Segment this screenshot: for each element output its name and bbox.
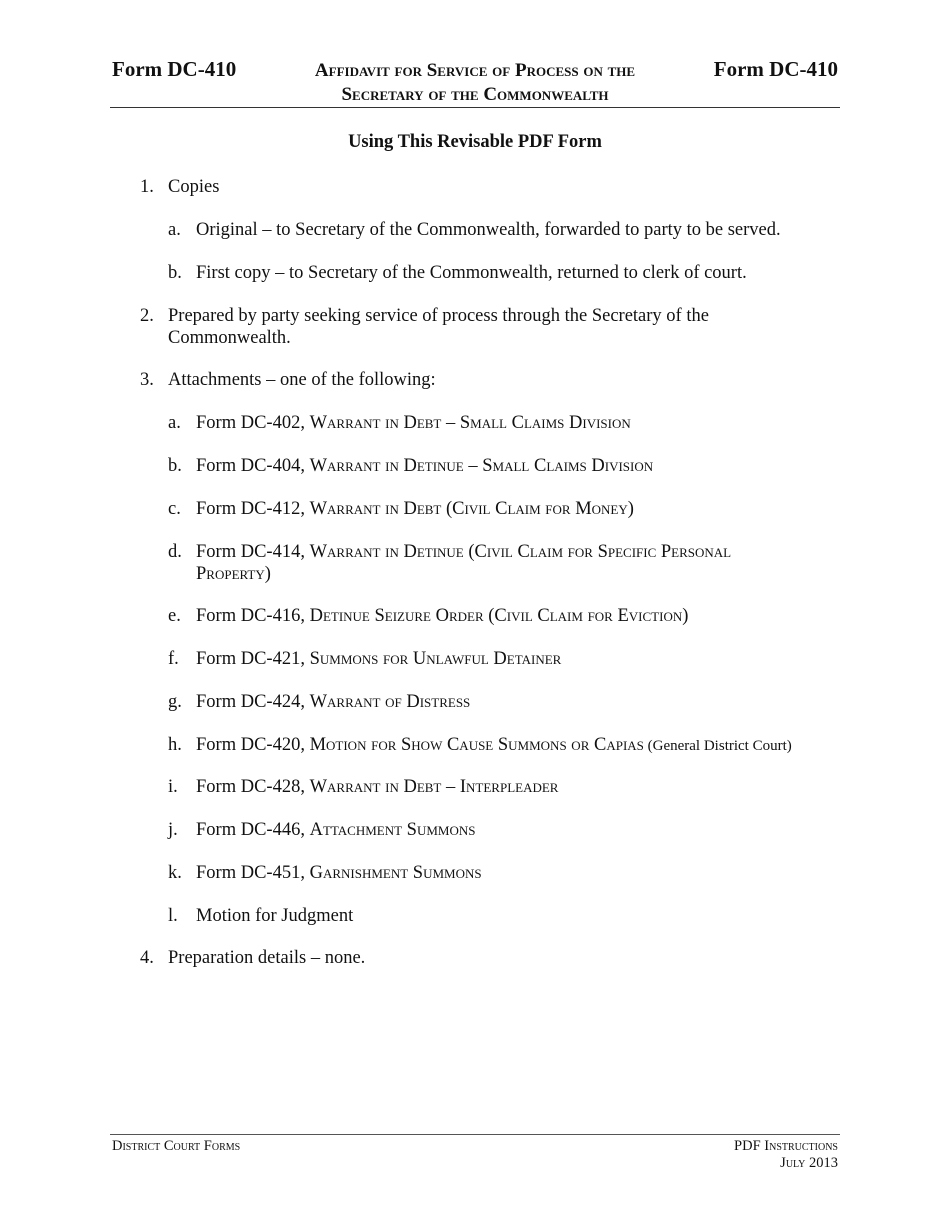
item-letter: a.: [168, 413, 181, 433]
document-title: [250, 59, 700, 107]
form-title-continued: Property): [196, 564, 271, 584]
form-title: Warrant in Debt (Civil Claim for Money): [309, 499, 634, 519]
form-reference: Form DC-404,: [196, 456, 310, 476]
form-title: Summons for Unlawful Detainer: [309, 649, 562, 669]
form-title: Warrant of Distress: [309, 692, 471, 712]
item-number: 1.: [140, 177, 154, 197]
form-number-right: Form DC-410: [713, 57, 838, 81]
document-header: [110, 55, 840, 108]
form-reference: Form DC-428,: [196, 777, 310, 797]
form-reference: Form DC-412,: [196, 499, 310, 519]
item-letter: b.: [168, 263, 182, 283]
form-reference: Form DC-424,: [196, 692, 310, 712]
item-text: Preparation details – none.: [168, 948, 366, 968]
form-title: Attachment Summons: [309, 820, 476, 840]
form-title: Warrant in Detinue – Small Claims Division: [309, 456, 654, 476]
item-text: Motion for Judgment: [196, 906, 354, 926]
court-note: (General District Court): [643, 738, 792, 754]
section-subtitle: Using This Revisable PDF Form: [348, 132, 602, 152]
item-number: 3.: [140, 370, 154, 390]
form-reference: Form DC-451,: [196, 863, 310, 883]
item-letter: l.: [168, 906, 178, 926]
document-title-line-1: Affidavit for Service of Process on the: [314, 60, 636, 81]
footer-divider: [110, 1134, 840, 1135]
footer-right-line-1: PDF Instructions: [734, 1138, 838, 1154]
form-title: Warrant in Debt – Interpleader: [309, 777, 559, 797]
footer-right-line-2: July 2013: [780, 1155, 838, 1171]
form-title: Garnishment Summons: [309, 863, 482, 883]
form-number-left: Form DC-410: [112, 57, 237, 81]
item-text: First copy – to Secretary of the Commonwealth, returned to clerk of court.: [196, 263, 747, 283]
item-text: Original – to Secretary of the Commonwealth, forwarded to party to be served.: [196, 220, 781, 240]
item-letter: e.: [168, 606, 181, 626]
item-letter: f.: [168, 649, 179, 669]
item-number: 4.: [140, 948, 154, 968]
form-reference: Form DC-420,: [196, 735, 310, 755]
form-reference: Form DC-414,: [196, 542, 310, 562]
item-number: 2.: [140, 306, 154, 326]
item-text-line-2: Commonwealth.: [168, 328, 291, 348]
item-letter: j.: [168, 820, 178, 840]
item-letter: b.: [168, 456, 182, 476]
item-text: Copies: [168, 177, 220, 197]
form-title: Warrant in Debt – Small Claims Division: [309, 413, 631, 433]
item-letter: g.: [168, 692, 182, 712]
item-letter: d.: [168, 542, 182, 562]
form-title: Motion for Show Cause Summons or Capias: [309, 735, 644, 755]
item-letter: k.: [168, 863, 182, 883]
form-title: Warrant in Detinue (Civil Claim for Specific Personal: [309, 542, 732, 562]
form-reference: Form DC-402,: [196, 413, 310, 433]
item-text: Attachments – one of the following:: [168, 370, 436, 390]
form-reference: Form DC-416,: [196, 606, 310, 626]
document-title-line-2: Secretary of the Commonwealth: [341, 84, 609, 105]
form-reference: Form DC-446,: [196, 820, 310, 840]
item-letter: i.: [168, 777, 178, 797]
item-letter: c.: [168, 499, 181, 519]
form-title: Detinue Seizure Order (Civil Claim for Eviction): [309, 606, 689, 626]
item-letter: h.: [168, 735, 182, 755]
form-reference: Form DC-421,: [196, 649, 310, 669]
item-letter: a.: [168, 220, 181, 240]
item-text-line-1: Prepared by party seeking service of process through the Secretary of the: [168, 306, 709, 326]
footer-right: [734, 1138, 838, 1172]
footer-left: District Court Forms: [112, 1138, 241, 1154]
